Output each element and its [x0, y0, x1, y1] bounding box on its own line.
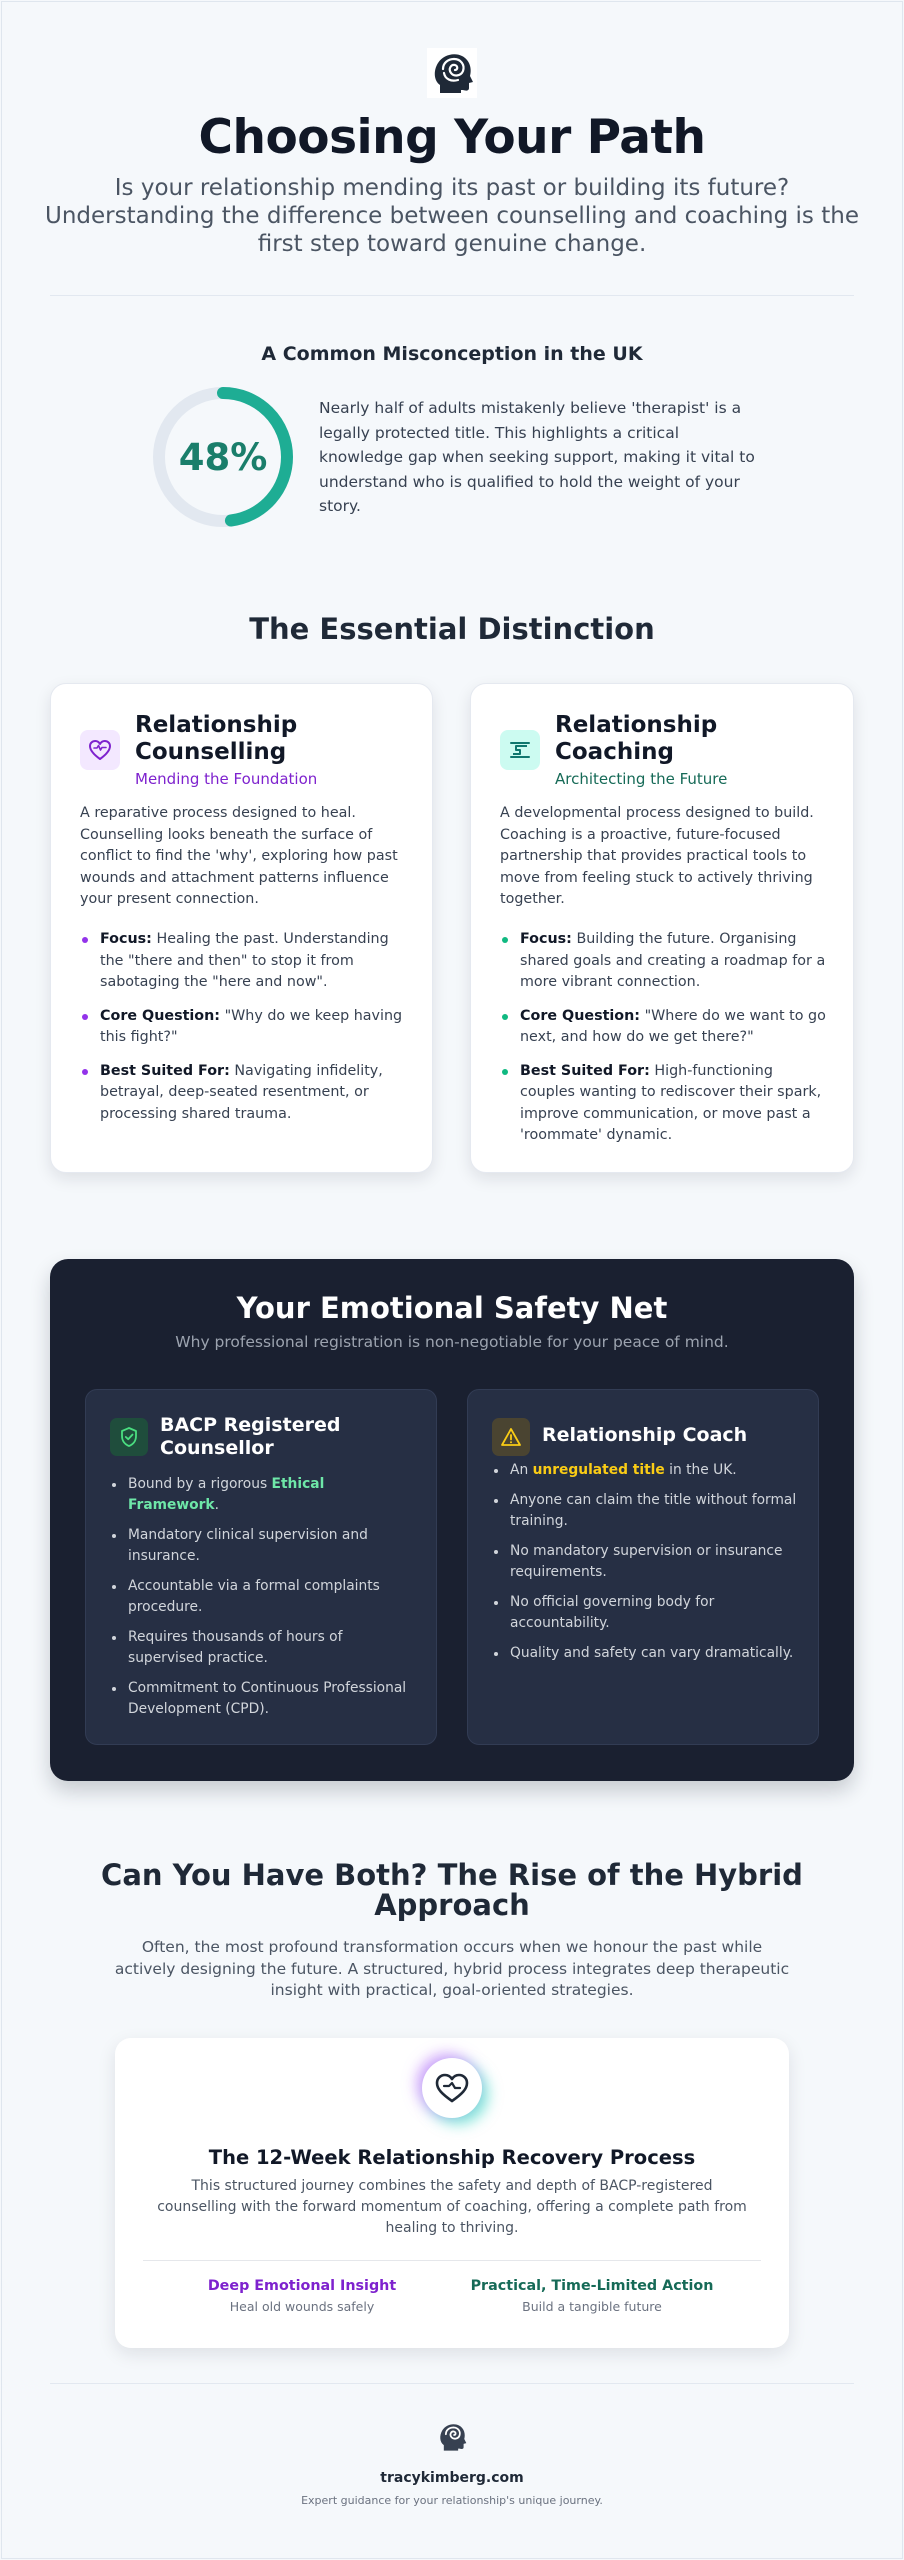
list-item: Anyone can claim the title without formal training.	[492, 1490, 802, 1532]
list-item: Mandatory clinical supervision and insurance.	[110, 1525, 420, 1567]
distinction-title: The Essential Distinction	[249, 612, 655, 646]
insight-subtitle: Heal old wounds safely	[229, 2299, 375, 2314]
coach-title: Relationship Coach	[542, 1424, 748, 1446]
safety-net-panel	[50, 1259, 854, 1781]
list-item: Core Question: "Why do we keep having this fight?"	[80, 1006, 410, 1049]
list-item: Bound by a rigorous Ethical Framework.	[110, 1474, 420, 1516]
linked-hearts-icon	[422, 2058, 482, 2118]
footer-site: tracykimberg.com	[380, 2470, 524, 2486]
coaching-card	[470, 683, 854, 1173]
list-item: Best Suited For: High-functioning couples wanting to rediscover their spark, improve communication, or move past a 'roommate' dynamic.	[500, 1061, 830, 1147]
action-title: Practical, Time-Limited Action	[470, 2278, 714, 2294]
safety-title: Your Emotional Safety Net	[236, 1291, 668, 1325]
counselling-card	[50, 683, 433, 1173]
card-title: Relationship Coaching	[555, 712, 718, 765]
warning-icon	[492, 1418, 530, 1456]
list-item: Focus: Healing the past. Understanding the "there and then" to stop it from sabotaging the "here and now".	[80, 929, 410, 994]
list-item: Requires thousands of hours of supervised practice.	[110, 1627, 420, 1669]
recovery-process-card	[115, 2038, 789, 2348]
brain-logo-icon	[427, 48, 477, 98]
safety-subtitle: Why professional registration is non-negotiable for your peace of mind.	[175, 1333, 729, 1351]
stat-value: 48%	[178, 435, 268, 479]
card-description: A reparative process designed to heal. Counselling looks beneath the surface of conflict to find the 'why', exploring how past wounds and attachment patterns influence your present connection.	[80, 805, 398, 907]
steps-icon	[500, 730, 540, 770]
card-list	[500, 929, 830, 1159]
action-column	[442, 2278, 742, 2314]
list-item: Core Question: "Where do we want to go next, and how do we get there?"	[500, 1006, 830, 1049]
list-item: Best Suited For: Navigating infidelity, betrayal, deep-seated resentment, or processing shared trauma.	[80, 1061, 410, 1126]
card-list	[80, 929, 410, 1137]
card-subtitle: Mending the Foundation	[135, 770, 318, 788]
insight-title: Deep Emotional Insight	[207, 2278, 397, 2294]
divider	[50, 295, 854, 296]
divider	[143, 2260, 761, 2261]
list-item: No official governing body for accountability.	[492, 1592, 802, 1634]
list-item: Accountable via a formal complaints procedure.	[110, 1576, 420, 1618]
list-item: No mandatory supervision or insurance requirements.	[492, 1541, 802, 1583]
page-intro: Is your relationship mending its past or building its future? Understanding the difference between counselling and coaching is the first step toward genuine change.	[45, 175, 859, 257]
divider	[50, 2383, 854, 2384]
bacp-list	[110, 1474, 420, 1729]
card-title: Relationship Counselling	[135, 712, 298, 765]
misconception-title: A Common Misconception in the UK	[261, 343, 643, 365]
shield-check-icon	[110, 1418, 148, 1456]
footer-tagline: Expert guidance for your relationship's unique journey.	[301, 2494, 603, 2507]
hybrid-title: Can You Have Both? The Rise of the Hybrid Approach	[101, 1858, 803, 1922]
process-description: This structured journey combines the safety and depth of BACP-registered counselling with the forward momentum of coaching, offering a complete path from healing to thriving.	[157, 2178, 747, 2236]
bacp-box	[85, 1389, 437, 1745]
insight-column	[152, 2278, 452, 2314]
page-title: Choosing Your Path	[198, 110, 706, 165]
hybrid-text: Often, the most profound transformation occurs when we honour the past while actively designing the future. A structured, hybrid process integrates deep therapeutic insight with practical, goal-oriented strategies.	[114, 1938, 790, 1999]
card-description: A developmental process designed to build. Coaching is a proactive, future-focused partnership that provides practical tools to move from feeling stuck to actively thriving together.	[500, 805, 814, 907]
heart-icon	[80, 730, 120, 770]
brain-logo-icon	[437, 2420, 467, 2454]
bacp-title: BACP Registered Counsellor	[160, 1414, 341, 1459]
list-item: Commitment to Continuous Professional Development (CPD).	[110, 1678, 420, 1720]
coach-box	[467, 1389, 819, 1745]
list-item: Focus: Building the future. Organising shared goals and creating a roadmap for a more vibrant connection.	[500, 929, 830, 994]
list-item: An unregulated title in the UK.	[492, 1460, 802, 1481]
misconception-text: Nearly half of adults mistakenly believe 'therapist' is a legally protected title. This highlights a critical knowledge gap when seeking support, making it vital to understand who is qualified to hold the weight of your story.	[319, 399, 755, 515]
coach-list	[492, 1460, 802, 1673]
card-subtitle: Architecting the Future	[555, 770, 728, 788]
process-title: The 12-Week Relationship Recovery Process	[208, 2146, 696, 2169]
list-item: Quality and safety can vary dramatically.	[492, 1643, 802, 1664]
action-subtitle: Build a tangible future	[522, 2299, 662, 2314]
stat-ring	[150, 384, 296, 530]
